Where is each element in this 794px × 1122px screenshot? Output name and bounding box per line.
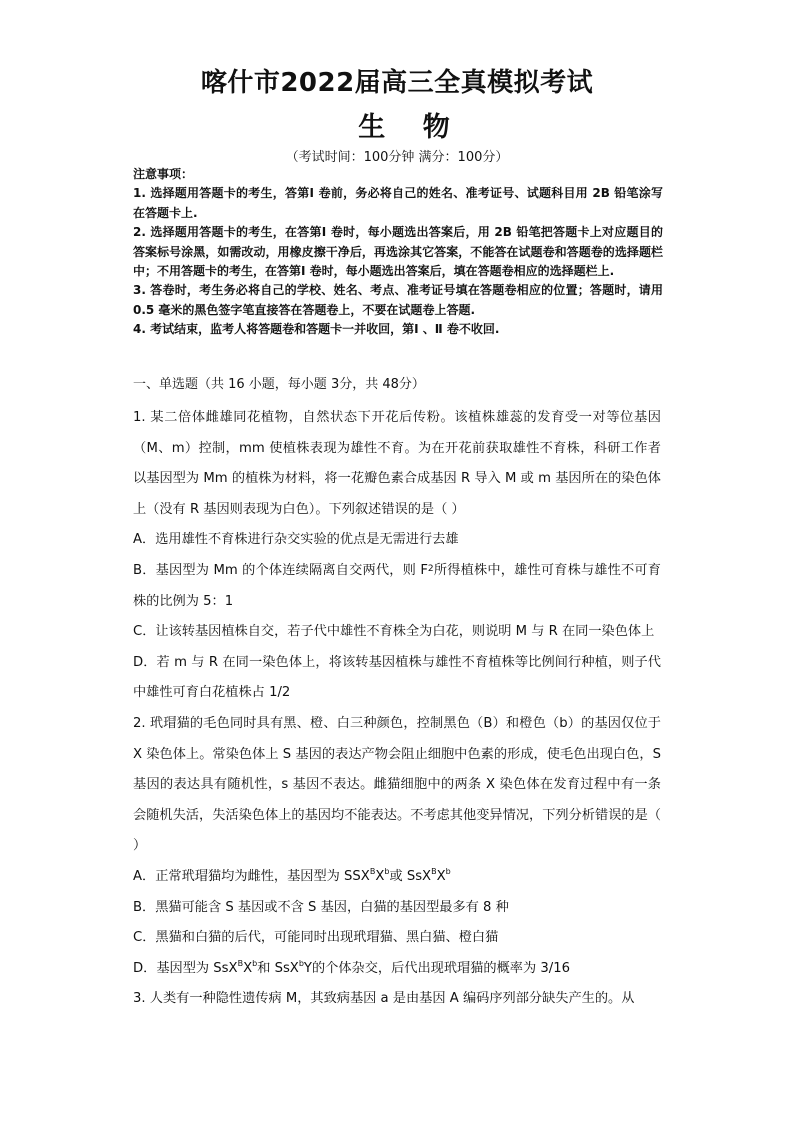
sym-y: Y: [303, 960, 312, 976]
q2-a-mid: 或 SsX: [389, 868, 432, 884]
sym-x: X: [375, 868, 385, 884]
q1-stem: 1. 某二倍体雌雄同花植物，自然状态下开花后传粉。该植株雄蕊的发育受一对等位基因（M、m）控制，mm 使植株表现为雄性不育。为在开花前获取雄性不育株，科研工作者以基因型为 Mm 的植株为材料，将一花瓣色素合成基因 R 导入 M 或 m 基因所在的染色体上（没有 R 基因则表现为白色）。下列叙述错误的是（ ）: [133, 410, 661, 517]
sym-x: X: [436, 868, 446, 884]
q1-b-post: 所得植株中，雄性可育株与雄性不可育株的比例为 5：1: [133, 562, 661, 609]
subject-title: 生 物: [358, 112, 464, 143]
notes-block: [133, 165, 663, 340]
sup-b: B: [431, 866, 437, 876]
note-item: 2. 选择题用答题卡的考生，在答第Ⅰ 卷时，每小题选出答案后，用 2B 铅笔把答题卡上对应题目的答案标号涂黑，如需改动，用橡皮擦干净后，再选涂其它答案，不能答在试题卷和答题卷的选择题栏中；不用答题卡的考生，在答第Ⅰ 卷时，每小题选出答案后，填在答题卷相应的选择题栏上.: [133, 225, 663, 279]
exam-info: （考试时间：100分钟 满分：100分）: [285, 150, 509, 165]
q1-option-d: D．若 m 与 R 在同一染色体上，将该转基因植株与雄性不育植株等比例间行种植，则子代中雄性可育白花植株占 1/2: [133, 654, 661, 701]
sup-b-lower: b: [445, 866, 451, 876]
q1-option-b: [133, 556, 661, 617]
q2-d-pre: D．基因型为 SsX: [133, 960, 238, 976]
q2-a-pre: A．正常玳瑁猫均为雌性，基因型为 SSX: [133, 868, 370, 884]
sup-b-lower: b: [298, 958, 304, 968]
q1-option-a: A．选用雄性不育株进行杂交实验的优点是无需进行去雄: [133, 532, 459, 548]
exam-title: 喀什市2022届高三全真模拟考试: [200, 68, 594, 98]
q2-d-mid: 和 SsX: [257, 960, 299, 976]
q2-option-d: [133, 954, 661, 985]
q1-b-pre: B．基因型为 Mm 的个体连续隔离自交两代，则 F: [133, 562, 428, 578]
q1-option-c: C．让该转基因植株自交，若子代中雄性不育株全为白花，则说明 M 与 R 在同一染色体上: [133, 624, 655, 640]
sup-b-lower: b: [252, 958, 258, 968]
sup-b: B: [369, 866, 376, 876]
q2-stem: 2. 玳瑁猫的毛色同时具有黑、橙、白三种颜色，控制黑色（B）和橙色（b）的基因仅位于 X 染色体上。常染色体上 S 基因的表达产物会阻止细胞中色素的形成，使毛色出现白色，S 基因的表达具有随机性，s 基因不表达。雌猫细胞中的两条 X 染色体在发育过程中有一条会随机失活，失活染色体上的基因均不能表达。不考虑其他变异情况，下列分析错误的是（ ）: [133, 715, 661, 854]
q2-option-a: [133, 862, 661, 893]
section-title: 一、单选题（共 16 小题，每小题 3分，共 48分）: [133, 377, 425, 392]
sup-b: B: [237, 958, 244, 968]
q2-option-b: B．黑猫可能含 S 基因或不含 S 基因，白猫的基因型最多有 8 种: [133, 899, 509, 915]
q2-option-c: C．黑猫和白猫的后代，可能同时出现玳瑁猫、黑白猫、橙白猫: [133, 930, 499, 946]
note-item: 3. 答卷时，考生务必将自己的学校、姓名、考点、准考证号填在答题卷相应的位置；答题时，请用 0.5 毫米的黑色签字笔直接答在答题卷上，不要在试题卷上答题.: [133, 283, 663, 317]
notes-heading: 注意事项：: [133, 167, 194, 181]
q3-stem: 3. 人类有一种隐性遗传病 M，其致病基因 a 是由基因 A 编码序列部分缺失产生的。从: [133, 991, 635, 1007]
q2-d-post: 的个体杂交，后代出现玳瑁猫的概率为 3/16: [311, 960, 570, 976]
q1-b-sub: 2: [427, 563, 434, 574]
sym-x: X: [243, 960, 253, 976]
sup-b-lower: b: [384, 866, 390, 876]
note-item: 4. 考试结束，监考人将答题卷和答题卡一并收回，第Ⅰ 、Ⅱ 卷不收回.: [133, 322, 500, 337]
questions-block: [133, 403, 661, 1015]
note-item: 1. 选择题用答题卡的考生，答第Ⅰ 卷前，务必将自己的姓名、准考证号、试题科目用 2B 铅笔涂写在答题卡上.: [133, 186, 663, 220]
